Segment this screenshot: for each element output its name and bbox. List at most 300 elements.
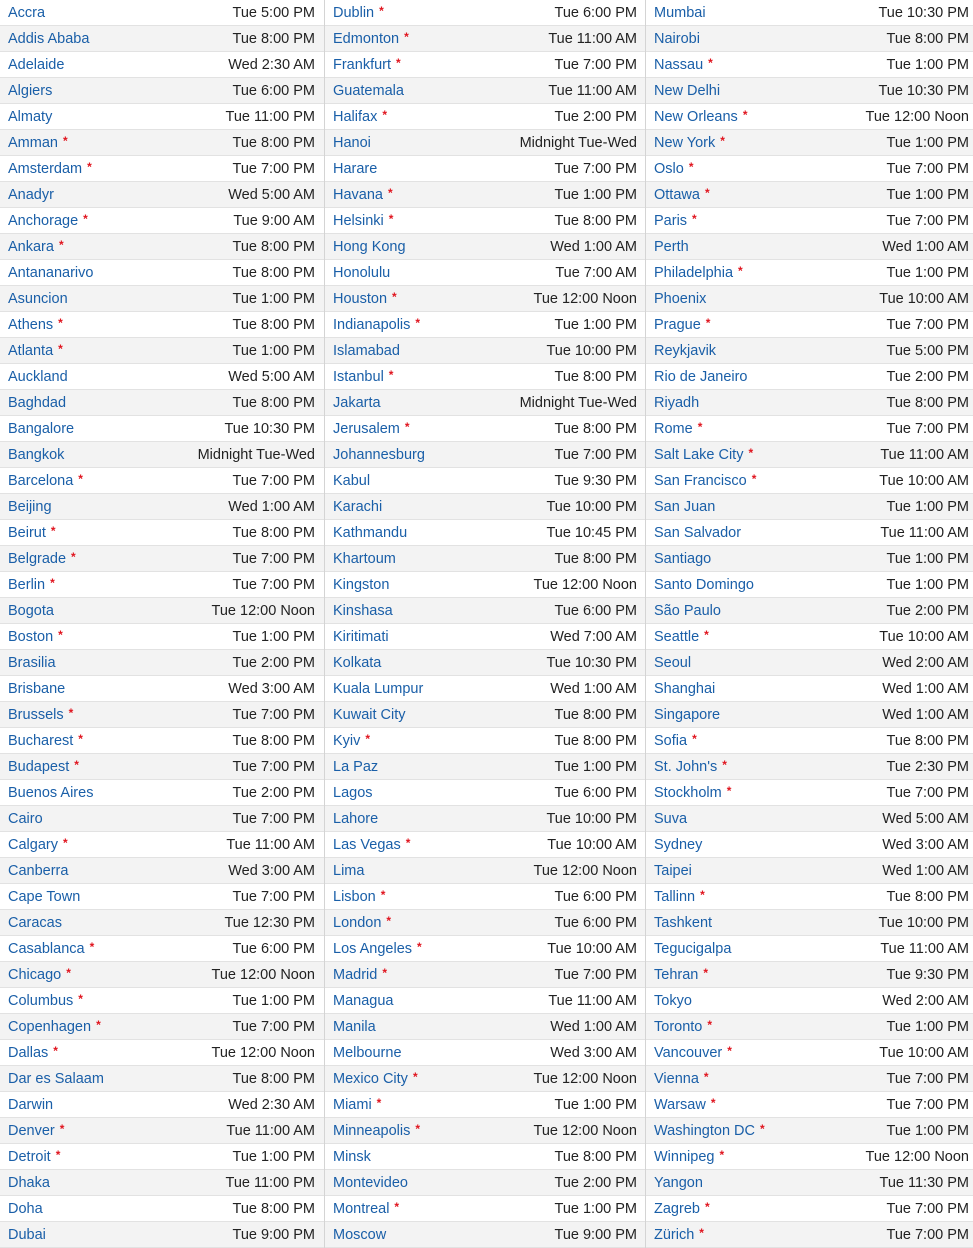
city-link[interactable]: Ottawa	[654, 187, 700, 203]
city-time: Tue 8:00 PM	[886, 732, 969, 749]
city-time: Tue 11:00 AM	[548, 30, 637, 47]
city-link[interactable]: Denver	[8, 1123, 55, 1139]
dst-marker: *	[415, 1122, 421, 1136]
city-time: Tue 1:00 PM	[554, 758, 637, 775]
city-name-cell	[8, 395, 66, 411]
city-link[interactable]: Brussels	[8, 707, 64, 723]
city-row	[0, 1144, 324, 1170]
city-link[interactable]: Brasilia	[8, 654, 56, 671]
city-row	[0, 156, 324, 182]
city-name-cell	[8, 628, 63, 645]
city-name-cell	[8, 291, 68, 307]
city-time: Wed 5:00 AM	[228, 368, 315, 385]
city-time: Tue 7:00 PM	[232, 758, 315, 775]
city-link[interactable]: Athens	[8, 317, 54, 333]
city-link[interactable]: Indianapolis	[333, 317, 411, 333]
dst-marker: *	[697, 420, 703, 434]
city-time: Tue 10:30 PM	[878, 4, 969, 21]
city-row	[646, 624, 973, 650]
city-link[interactable]: Doha	[8, 1200, 43, 1217]
dst-marker: *	[388, 212, 394, 226]
dst-marker: *	[55, 1148, 61, 1162]
city-link[interactable]: Hong Kong	[333, 238, 406, 255]
city-link[interactable]: Ankara	[8, 239, 54, 255]
city-link[interactable]: Buenos Aires	[8, 784, 94, 801]
city-link[interactable]: Zürich	[654, 1227, 695, 1243]
city-row	[325, 52, 645, 78]
city-link[interactable]: Kuala Lumpur	[333, 680, 424, 697]
city-link[interactable]: Istanbul	[333, 369, 384, 385]
city-link[interactable]: Winnipeg	[654, 1149, 715, 1165]
city-link[interactable]: Dhaka	[8, 1174, 50, 1191]
city-link[interactable]: Caracas	[8, 914, 62, 931]
city-time: Tue 11:00 PM	[225, 1174, 315, 1191]
city-row	[646, 728, 973, 754]
city-link[interactable]: Houston	[333, 291, 388, 307]
city-time: Tue 8:00 PM	[232, 524, 315, 541]
city-link[interactable]: Mexico City	[333, 1071, 408, 1087]
dst-marker: *	[380, 888, 386, 902]
city-link[interactable]: St. John's	[654, 759, 718, 775]
city-name-cell	[333, 239, 406, 255]
city-link[interactable]: Lahore	[333, 810, 379, 827]
city-link[interactable]: Beirut	[8, 525, 46, 541]
city-time: Tue 8:00 PM	[232, 30, 315, 47]
city-link[interactable]: Seattle	[654, 629, 700, 645]
city-link[interactable]: Montevideo	[333, 1174, 408, 1191]
city-name-cell	[654, 472, 756, 489]
city-link[interactable]: La Paz	[333, 758, 379, 775]
city-row	[646, 1092, 973, 1118]
city-name-cell	[8, 1175, 50, 1191]
city-link[interactable]: Nairobi	[654, 30, 700, 47]
city-name-cell	[333, 1175, 408, 1191]
city-link[interactable]: Amman	[8, 135, 58, 151]
city-name-cell	[654, 1122, 765, 1139]
city-link[interactable]: Los Angeles	[333, 941, 413, 957]
city-link[interactable]: Dallas	[8, 1045, 49, 1061]
city-time: Tue 10:00 PM	[546, 342, 637, 359]
city-time: Tue 9:00 PM	[232, 1226, 315, 1243]
city-link[interactable]: Minneapolis	[333, 1123, 411, 1139]
city-link[interactable]: Honolulu	[333, 264, 391, 281]
city-link[interactable]: Singapore	[654, 706, 721, 723]
city-time: Tue 7:00 PM	[232, 810, 315, 827]
city-link[interactable]: Santo Domingo	[654, 576, 754, 593]
dst-marker: *	[83, 212, 88, 226]
city-row	[0, 598, 324, 624]
city-time: Tue 11:00 AM	[880, 524, 969, 541]
city-link[interactable]: Antananarivo	[8, 264, 94, 281]
city-row	[646, 78, 973, 104]
city-link[interactable]: Perth	[654, 238, 689, 255]
city-name-cell	[333, 161, 377, 177]
city-link[interactable]: Tallinn	[654, 889, 696, 905]
city-link[interactable]: Karachi	[333, 498, 383, 515]
city-name-cell	[8, 758, 79, 775]
city-link[interactable]: Kingston	[333, 576, 390, 593]
city-column	[0, 0, 325, 1248]
city-time: Tue 10:00 AM	[879, 628, 969, 645]
city-link[interactable]: Detroit	[8, 1149, 51, 1165]
dst-marker: *	[415, 316, 421, 330]
city-row	[325, 1170, 645, 1196]
city-link[interactable]: Boston	[8, 629, 54, 645]
city-name-cell	[654, 941, 731, 957]
city-time: Wed 3:00 AM	[228, 862, 315, 879]
city-row	[646, 572, 973, 598]
city-link[interactable]: Nassau	[654, 57, 704, 73]
city-link[interactable]: Darwin	[8, 1096, 54, 1113]
city-name-cell	[333, 732, 370, 749]
city-name-cell	[654, 83, 720, 99]
city-link[interactable]: Berlin	[8, 577, 46, 593]
city-link[interactable]: Rio de Janeiro	[654, 368, 748, 385]
city-link[interactable]: London	[333, 915, 382, 931]
city-link[interactable]: Columbus	[8, 993, 74, 1009]
city-link[interactable]: Harare	[333, 160, 378, 177]
city-link[interactable]: Edmonton	[333, 31, 400, 47]
city-row	[0, 130, 324, 156]
city-link[interactable]: Lima	[333, 862, 365, 879]
city-link[interactable]: Lisbon	[333, 889, 376, 905]
city-link[interactable]: Kuwait City	[333, 706, 406, 723]
city-name-cell	[654, 1096, 716, 1113]
city-name-cell	[333, 785, 373, 801]
dst-marker: *	[58, 342, 63, 356]
dst-marker: *	[704, 1200, 710, 1214]
city-row	[0, 52, 324, 78]
city-link[interactable]: Helsinki	[333, 213, 384, 229]
city-link[interactable]: Riyadh	[654, 394, 700, 411]
city-name-cell	[333, 603, 393, 619]
city-link[interactable]: Sofia	[654, 733, 688, 749]
city-link[interactable]: Kathmandu	[333, 524, 408, 541]
city-row	[646, 442, 973, 468]
city-time: Tue 2:00 PM	[886, 368, 969, 385]
city-link[interactable]: Amsterdam	[8, 161, 83, 177]
city-link[interactable]: Tegucigalpa	[654, 940, 732, 957]
city-name-cell	[333, 186, 393, 203]
city-time: Wed 7:00 AM	[550, 628, 637, 645]
city-link[interactable]: Frankfurt	[333, 57, 392, 73]
city-name-cell	[654, 31, 700, 47]
city-row	[646, 260, 973, 286]
city-link[interactable]: Bucharest	[8, 733, 74, 749]
city-time: Midnight Tue-Wed	[197, 446, 315, 463]
city-time: Tue 2:00 PM	[886, 602, 969, 619]
city-link[interactable]: Vienna	[654, 1071, 699, 1087]
city-link[interactable]: Moscow	[333, 1226, 387, 1243]
city-row	[0, 754, 324, 780]
city-name-cell	[333, 966, 387, 983]
city-time: Midnight Tue-Wed	[519, 394, 637, 411]
city-link[interactable]: Barcelona	[8, 473, 74, 489]
city-link[interactable]: San Juan	[654, 498, 716, 515]
city-column	[325, 0, 646, 1248]
city-name-cell	[654, 784, 731, 801]
city-link[interactable]: Yangon	[654, 1174, 703, 1191]
city-name-cell	[8, 603, 54, 619]
city-link[interactable]: Reykjavik	[654, 342, 717, 359]
city-link[interactable]: New York	[654, 135, 716, 151]
city-name-cell	[333, 1122, 420, 1139]
city-time: Tue 10:00 PM	[546, 810, 637, 827]
city-row	[0, 650, 324, 676]
city-name-cell	[8, 811, 43, 827]
city-link[interactable]: Toronto	[654, 1019, 703, 1035]
city-link[interactable]: Prague	[654, 317, 701, 333]
city-link[interactable]: Dubai	[8, 1226, 46, 1243]
city-name-cell	[8, 109, 52, 125]
city-row	[0, 624, 324, 650]
city-name-cell	[333, 343, 400, 359]
city-link[interactable]: Miami	[333, 1097, 372, 1113]
city-link[interactable]: Oslo	[654, 161, 684, 177]
city-link[interactable]: Mumbai	[654, 4, 706, 21]
city-link[interactable]: Addis Ababa	[8, 30, 90, 47]
city-link[interactable]: Kinshasa	[333, 602, 393, 619]
city-link[interactable]: Paris	[654, 213, 688, 229]
city-row	[646, 104, 973, 130]
city-time: Wed 3:00 AM	[550, 1044, 637, 1061]
dst-marker: *	[62, 134, 68, 148]
city-link[interactable]: Atlanta	[8, 343, 54, 359]
city-link[interactable]: Casablanca	[8, 941, 85, 957]
city-row	[325, 364, 645, 390]
city-link[interactable]: San Salvador	[654, 524, 742, 541]
city-link[interactable]: Cairo	[8, 810, 43, 827]
city-row	[646, 1066, 973, 1092]
dst-marker: *	[379, 4, 384, 18]
city-time: Tue 1:00 PM	[886, 550, 969, 567]
city-row	[646, 702, 973, 728]
city-link[interactable]: Stockholm	[654, 785, 722, 801]
city-link[interactable]: Baghdad	[8, 394, 67, 411]
city-time: Tue 7:00 PM	[886, 1226, 969, 1243]
city-link[interactable]: Anadyr	[8, 186, 54, 203]
city-link[interactable]: Halifax	[333, 109, 378, 125]
city-link[interactable]: Kiritimati	[333, 628, 389, 645]
city-time: Tue 8:00 PM	[232, 394, 315, 411]
city-link[interactable]: Shanghai	[654, 680, 716, 697]
city-link[interactable]: Asuncion	[8, 290, 68, 307]
city-link[interactable]: Anchorage	[8, 213, 79, 229]
city-link[interactable]: São Paulo	[654, 602, 721, 619]
city-row	[0, 780, 324, 806]
city-link[interactable]: Jerusalem	[333, 421, 400, 437]
city-link[interactable]: San Francisco	[654, 473, 747, 489]
city-link[interactable]: Managua	[333, 992, 394, 1009]
city-time: Wed 1:00 AM	[882, 680, 969, 697]
city-link[interactable]: Budapest	[8, 759, 70, 775]
city-time: Tue 6:00 PM	[554, 914, 637, 931]
city-link[interactable]: Beijing	[8, 498, 52, 515]
city-link[interactable]: Rome	[654, 421, 693, 437]
city-time: Tue 1:00 PM	[886, 264, 969, 281]
city-time: Wed 1:00 AM	[550, 238, 637, 255]
city-link[interactable]: Johannesburg	[333, 446, 425, 463]
city-time: Tue 1:00 PM	[886, 498, 969, 515]
city-link[interactable]: Almaty	[8, 108, 53, 125]
city-row	[325, 572, 645, 598]
city-link[interactable]: Santiago	[654, 550, 712, 567]
city-row	[325, 1014, 645, 1040]
city-link[interactable]: Kyiv	[333, 733, 361, 749]
city-link[interactable]: Copenhagen	[8, 1019, 92, 1035]
city-row	[0, 1118, 324, 1144]
city-link[interactable]: Accra	[8, 4, 46, 21]
city-row	[646, 390, 973, 416]
city-name-cell	[333, 316, 420, 333]
city-name-cell	[8, 1201, 43, 1217]
city-row	[646, 130, 973, 156]
city-row	[646, 1014, 973, 1040]
city-link[interactable]: Madrid	[333, 967, 378, 983]
city-name-cell	[333, 863, 364, 879]
city-time: Tue 1:00 PM	[232, 342, 315, 359]
city-time: Tue 12:00 Noon	[211, 602, 315, 619]
city-link[interactable]: Bogota	[8, 602, 54, 619]
city-time: Tue 12:00 Noon	[865, 1148, 969, 1165]
city-name-cell	[654, 1018, 712, 1035]
city-link[interactable]: Zagreb	[654, 1201, 700, 1217]
city-link[interactable]: Dar es Salaam	[8, 1070, 104, 1087]
dst-marker: *	[707, 1018, 713, 1032]
city-link[interactable]: Sydney	[654, 836, 703, 853]
city-time: Tue 8:00 PM	[554, 420, 637, 437]
city-row	[0, 0, 324, 26]
city-row	[0, 1222, 324, 1248]
city-time: Tue 7:00 AM	[555, 264, 637, 281]
dst-marker: *	[89, 940, 95, 954]
city-name-cell	[654, 239, 689, 255]
city-time: Tue 12:00 Noon	[533, 862, 637, 879]
city-link[interactable]: Melbourne	[333, 1044, 402, 1061]
city-link[interactable]: Hanoi	[333, 134, 371, 151]
city-time: Tue 10:00 AM	[879, 290, 969, 307]
city-link[interactable]: Bangkok	[8, 446, 65, 463]
city-link[interactable]: Suva	[654, 810, 688, 827]
city-row	[0, 832, 324, 858]
city-row	[325, 234, 645, 260]
city-row	[0, 962, 324, 988]
city-link[interactable]: Bangalore	[8, 420, 75, 437]
city-link[interactable]: Phoenix	[654, 290, 707, 307]
city-link[interactable]: Adelaide	[8, 56, 65, 73]
city-name-cell	[333, 420, 410, 437]
city-row	[325, 156, 645, 182]
city-time: Tue 12:00 Noon	[211, 966, 315, 983]
city-time: Tue 8:00 PM	[232, 316, 315, 333]
city-link[interactable]: Warsaw	[654, 1097, 706, 1113]
dst-marker: *	[396, 56, 401, 70]
city-name-cell	[8, 863, 68, 879]
city-name-cell	[333, 811, 378, 827]
city-time: Tue 7:00 PM	[554, 966, 637, 983]
dst-marker: *	[417, 940, 422, 954]
city-row	[646, 182, 973, 208]
city-time: Tue 7:00 PM	[232, 1018, 315, 1035]
city-link[interactable]: Cape Town	[8, 888, 81, 905]
city-link[interactable]: Vancouver	[654, 1045, 723, 1061]
city-name-cell	[333, 1070, 418, 1087]
city-time: Tue 1:00 PM	[886, 1018, 969, 1035]
city-row	[325, 1118, 645, 1144]
city-link[interactable]: Lagos	[333, 784, 373, 801]
city-link[interactable]: Jakarta	[333, 394, 381, 411]
city-link[interactable]: Tokyo	[654, 992, 692, 1009]
city-link[interactable]: Tehran	[654, 967, 699, 983]
city-time: Tue 10:30 PM	[546, 654, 637, 671]
city-name-cell	[654, 108, 747, 125]
city-link[interactable]: Montreal	[333, 1201, 390, 1217]
dst-marker: *	[742, 108, 748, 122]
city-link[interactable]: Dublin	[333, 5, 375, 21]
city-link[interactable]: Khartoum	[333, 550, 396, 567]
city-name-cell	[333, 525, 407, 541]
city-link[interactable]: Salt Lake City	[654, 447, 744, 463]
dst-marker: *	[703, 966, 709, 980]
city-time: Wed 1:00 AM	[882, 238, 969, 255]
city-name-cell	[8, 160, 92, 177]
city-link[interactable]: Kolkata	[333, 654, 382, 671]
city-link[interactable]: Taipei	[654, 862, 692, 879]
city-time: Tue 8:00 PM	[886, 888, 969, 905]
city-link[interactable]: Minsk	[333, 1148, 371, 1165]
city-row	[646, 598, 973, 624]
city-time: Tue 7:00 PM	[232, 888, 315, 905]
city-link[interactable]: Seoul	[654, 654, 692, 671]
city-row	[325, 26, 645, 52]
city-link[interactable]: Washington DC	[654, 1123, 756, 1139]
city-link[interactable]: Havana	[333, 187, 383, 203]
city-name-cell	[333, 290, 397, 307]
city-link[interactable]: Islamabad	[333, 342, 400, 359]
city-link[interactable]: New Delhi	[654, 82, 721, 99]
city-link[interactable]: Calgary	[8, 837, 58, 853]
city-link[interactable]: Tashkent	[654, 914, 713, 931]
city-name-cell	[654, 5, 706, 21]
city-link[interactable]: Philadelphia	[654, 265, 734, 281]
city-link[interactable]: Belgrade	[8, 551, 67, 567]
city-time: Tue 1:00 PM	[554, 1200, 637, 1217]
city-time: Tue 11:30 PM	[879, 1174, 969, 1191]
city-link[interactable]: Canberra	[8, 862, 69, 879]
city-link[interactable]: Algiers	[8, 82, 53, 99]
city-link[interactable]: Brisbane	[8, 680, 66, 697]
city-link[interactable]: Kabul	[333, 472, 371, 489]
city-time: Tue 8:00 PM	[554, 1148, 637, 1165]
city-name-cell	[8, 992, 83, 1009]
city-name-cell	[8, 524, 56, 541]
city-name-cell	[333, 681, 423, 697]
city-row	[0, 858, 324, 884]
city-time: Tue 6:00 PM	[554, 602, 637, 619]
city-link[interactable]: Las Vegas	[333, 837, 401, 853]
city-link[interactable]: Auckland	[8, 368, 68, 385]
city-link[interactable]: New Orleans	[654, 109, 738, 125]
city-link[interactable]: Guatemala	[333, 82, 404, 99]
city-link[interactable]: Manila	[333, 1018, 376, 1035]
city-link[interactable]: Chicago	[8, 967, 62, 983]
dst-marker: *	[96, 1018, 101, 1032]
city-time: Tue 7:00 PM	[886, 316, 969, 333]
city-row	[325, 130, 645, 156]
city-row	[0, 442, 324, 468]
city-name-cell	[8, 889, 80, 905]
dst-marker: *	[748, 446, 754, 460]
